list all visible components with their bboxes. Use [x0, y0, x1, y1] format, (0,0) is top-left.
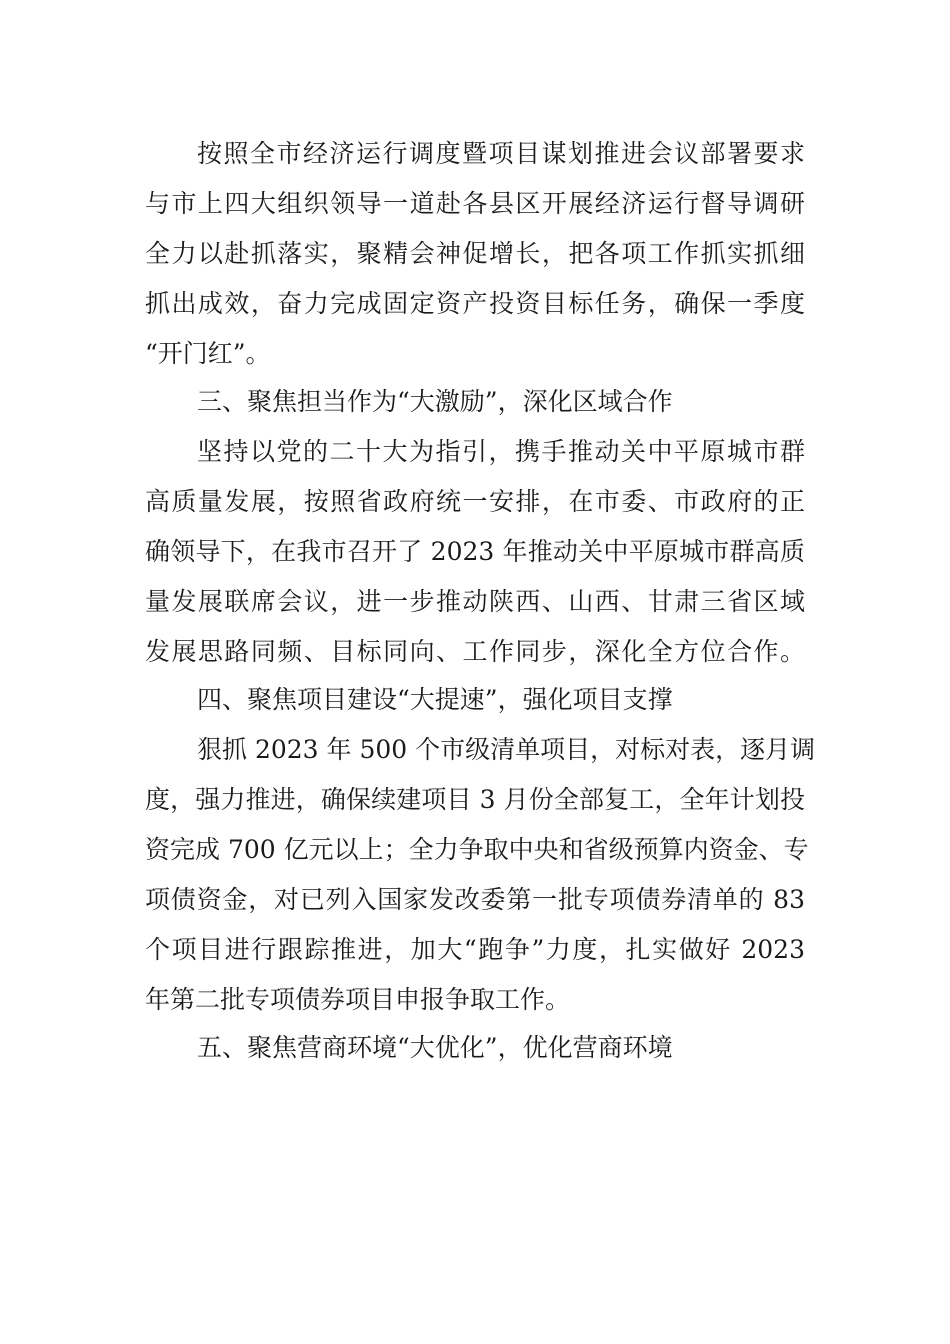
- paragraph-line: “开门红”。: [145, 339, 271, 368]
- paragraph-line: 狠抓 2023 年 500 个市级清单项目，对标对表，逐月调: [197, 735, 816, 764]
- paragraph-line: 与市上四大组织领导一道赴各县区开展经济运行督导调研: [145, 189, 805, 218]
- paragraph-line: 年第二批专项债券项目申报争取工作。: [145, 985, 571, 1014]
- section-heading: 三、聚焦担当作为“大激励”，深化区域合作: [197, 387, 673, 416]
- paragraph-line: 坚持以党的二十大为指引，携手推动关中平原城市群: [197, 437, 805, 466]
- paragraph-line: 项债资金，对已列入国家发改委第一批专项债券清单的 83: [145, 885, 805, 914]
- section-heading: 四、聚焦项目建设“大提速”，强化项目支撑: [197, 685, 673, 714]
- paragraph-line: 量发展联席会议，进一步推动陕西、山西、甘肃三省区域: [145, 587, 805, 616]
- paragraph-line: 高质量发展，按照省政府统一安排，在市委、市政府的正: [145, 487, 805, 516]
- paragraph-line: 抓出成效，奋力完成固定资产投资目标任务，确保一季度: [145, 289, 805, 318]
- paragraph-line: 个项目进行跟踪推进，加大“跑争”力度，扎实做好 2023: [145, 935, 805, 964]
- paragraph-line: 全力以赴抓落实，聚精会神促增长，把各项工作抓实抓细: [145, 239, 805, 268]
- paragraph-line: 资完成 700 亿元以上；全力争取中央和省级预算内资金、专: [145, 835, 809, 864]
- paragraph-line: 度，强力推进，确保续建项目 3 月份全部复工，全年计划投: [145, 785, 805, 814]
- paragraph-line: 确领导下，在我市召开了 2023 年推动关中平原城市群高质: [145, 537, 805, 566]
- paragraph-line: 发展思路同频、目标同向、工作同步，深化全方位合作。: [145, 637, 805, 666]
- paragraph-line: 按照全市经济运行调度暨项目谋划推进会议部署要求: [197, 139, 805, 168]
- section-heading: 五、聚焦营商环境“大优化”，优化营商环境: [197, 1033, 673, 1062]
